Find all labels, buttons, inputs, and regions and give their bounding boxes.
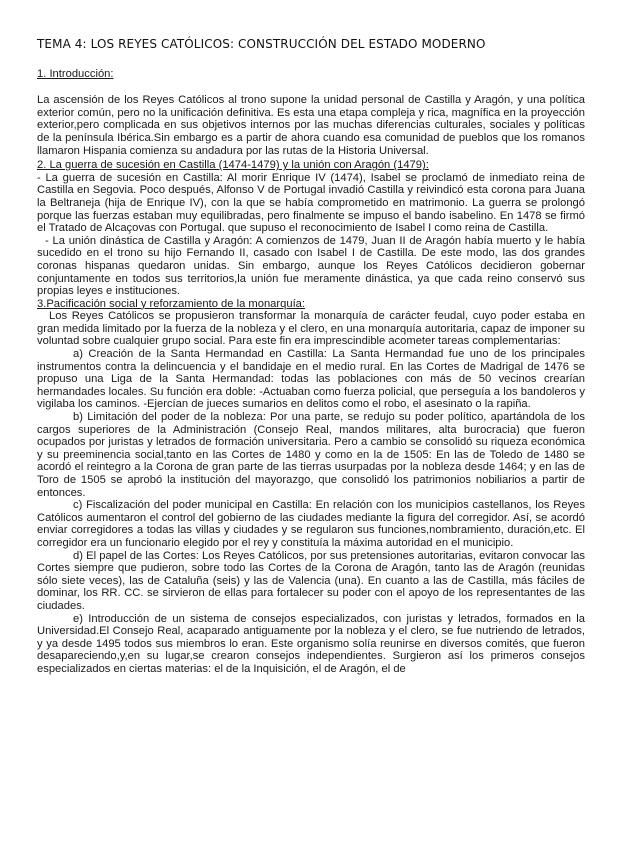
document-page [37,38,585,676]
section-3-heading: 3.Pacificación social y reforzamiento de la monarquía: [37,297,306,310]
section-3-item-c: c) Fiscalización del poder municipal en Castilla: En relación con los municipios castellanos, los Reyes Católicos aumentaron el control del gobierno de las ciudades mediante la figura del corregidor. Así, se acordó enviar corregidores a todas las villas y ciudades y se regularon sus funciones,nombramiento, duración,etc. El corregidor era un funcionario elegido por el rey y constituía la máxima autoridad en el municipio. [37,499,585,549]
section-3-item-d: d) El papel de las Cortes: Los Reyes Católicos, por sus pretensiones autoritarias, evitaron convocar las Cortes siempre que pudieron, sobre todo las Cortes de la Corona de Aragón, tanto las de Aragón (reunidas sólo siete veces), las de Cataluña (seis) y las de Valencia (una). En cuanto a las de Castilla, más fáciles de dominar, los RR. CC. se sirvieron de ellas para fortalecer su poder con el apoyo de los representantes de las ciudades. [37,549,585,612]
section-2-paragraph-1: - La guerra de sucesión en Castilla: Al morir Enrique IV (1474), Isabel se proclamó de inmediato reina de Castilla en Segovia. Poco después, Alfonso V de Portugal invadió Castilla y reivindicó esta corona para Juana la Beltraneja (hija de Enrique IV), con la que se había comprometido en matrimonio. La guerra se prolongó porque las fuerzas estaban muy equilibradas, pero finalmente se impuso el bando isabelino. En 1478 se firmó el Tratado de Alcaçovas con Portugal. que supuso el reconocimiento de Isabel I como reina de Castilla. [37,171,585,235]
section-3-item-a: a) Creación de la Santa Hermandad en Castilla: La Santa Hermandad fue uno de los principales instrumentos contra la delincuencia y el bandidaje en el medio rural. En las Cortes de Madrigal de 1476 se propuso una Liga de la Santa Hermandad: todas las poblaciones con más de 50 vecinos crearían hermandades locales. Su función era doble: -Actuaban como fuerza policial, que perseguía a los bandoleros y vigilaba los caminos. -Ejercían de jueces sumarios en delitos como el robo, el asesinato o la rapiña. [37,348,585,411]
section-1-heading: 1. Introducción: [37,67,114,80]
section-3-item-b: b) Limitación del poder de la nobleza: Por una parte, se redujo su poder político, apartándola de los cargos superiores de la Administración (Consejo Real, mandos militares, alta burocracia) que fueron ocupados por juristas y letrados de formación universitaria. Pero a cambio se consolidó su riqueza económica y su preeminencia social,tanto en las Cortes de 1480 y como en la de 1505: En las de Toledo de 1480 se acordó el reintegro a la Corona de gran parte de las tierras usurpadas por la nobleza desde 1464; y en las de Toro de 1505 se aprobó la institución del mayorazgo, que consolidó los patrimonios nobiliarios a partir de entonces. [37,411,585,499]
section-2-paragraph-2: - La unión dinástica de Castilla y Aragón: A comienzos de 1479, Juan II de Aragón había muerto y le había sucedido en el trono su hijo Fernando II, casado con Isabel I de Castilla. De este modo, las dos grandes coronas hispanas quedaron unidas. Sin embargo, aunque los Reyes Católicos decidieron gobernar conjuntamente en todos sus territorios,la unión fue meramente dinástica, ya que cada reino conservó sus propias leyes e instituciones. [37,234,585,298]
section-3-intro: Los Reyes Católicos se propusieron transformar la monarquía de carácter feudal, cuyo poder estaba en gran medida limitado por la fuerza de la nobleza y el clero, en una monarquía autoritaria, capaz de imponer su voluntad sobre cualquier grupo social. Para este fin era imprescindible acometer tareas complementarias: [37,310,585,348]
section-1-paragraph: La ascensión de los Reyes Católicos al trono supone la unidad personal de Castilla y Aragón, y una política exterior común, pero no la unificación definitiva. Es esta una etapa compleja y rica, magnífica en la proyección exterior,pero complicada en sus objetivos internos por las muchas diferencias culturales, sociales y políticas de la península Ibérica.Sin embargo es a partir de ahora cuando esa comunidad de pueblos que los romanos llamaron Hispania comienza su andadura por las rutas de la Historia Universal. [37,94,585,157]
section-3-item-e: e) Introducción de un sistema de consejos especializados, con juristas y letrados, formados en la Universidad.El Consejo Real, acaparado antiguamente por la nobleza y el clero, se fue nutriendo de letrados, y ya desde 1495 todos sus miembros lo eran. Este organismo solía reunirse en diversos comités, que fueron desapareciendo,y,en su lugar,se crearon consejos independientes. Surgieron así los primeros consejos especializados en ciertas materias: el de la Inquisición, el de Aragón, el de [37,612,585,675]
section-2-heading: 2. La guerra de sucesión en Castilla (1474-1479) y la unión con Aragón (1479): [37,159,429,172]
page-title: TEMA 4: LOS REYES CATÓLICOS: CONSTRUCCIÓN DEL ESTADO MODERNO [37,37,486,51]
